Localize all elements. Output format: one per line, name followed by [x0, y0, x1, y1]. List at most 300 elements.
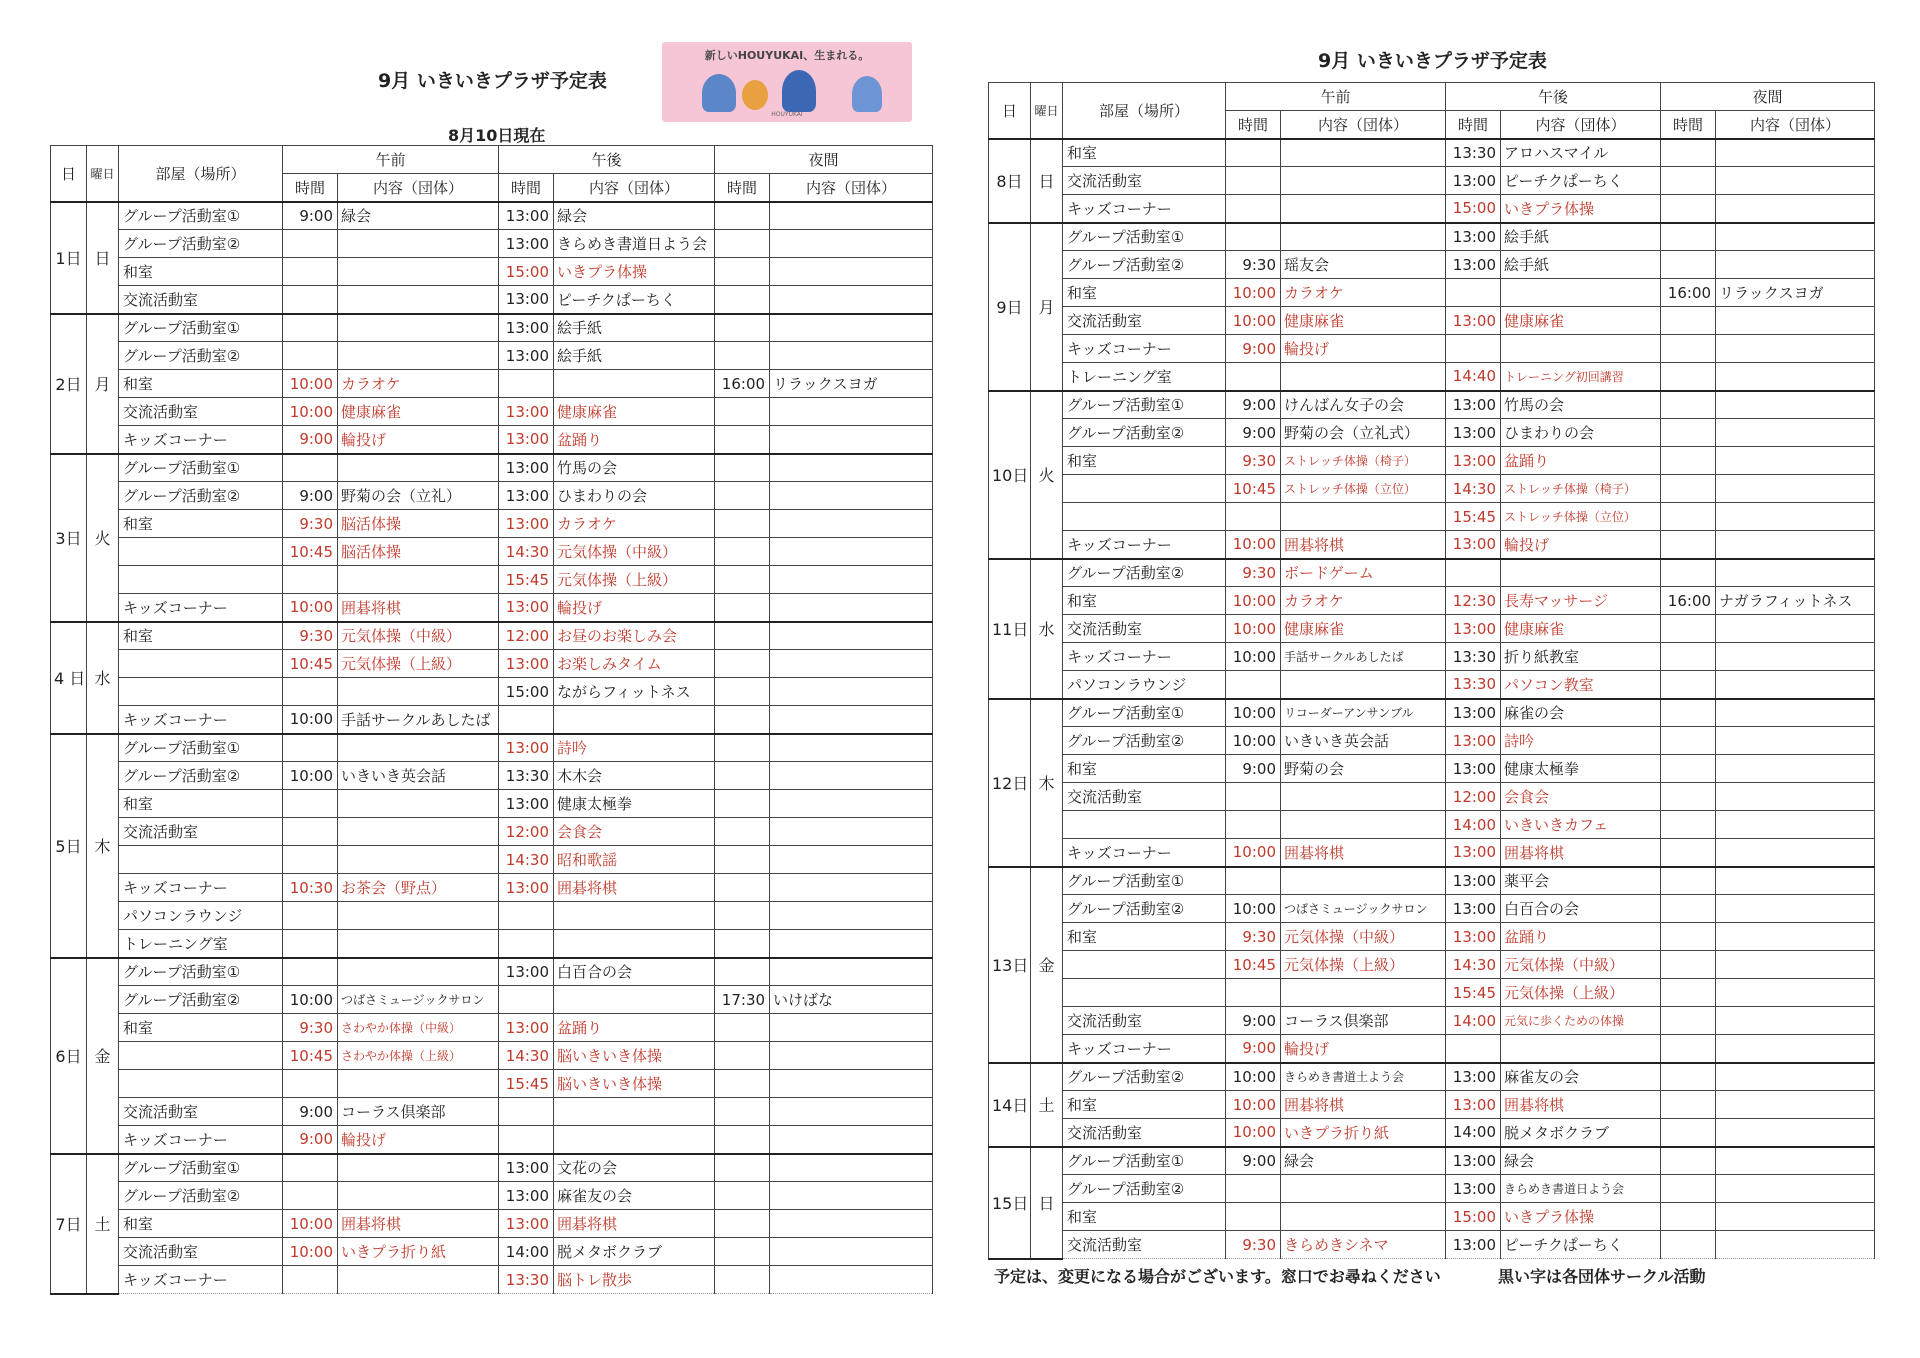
table-row: [51, 902, 933, 930]
pm-content-cell: 詩吟: [1501, 727, 1661, 755]
am-time-cell: [283, 902, 338, 930]
am-time-cell: [1226, 503, 1281, 531]
night-time-cell: [715, 398, 770, 426]
am-time-cell: [1226, 195, 1281, 223]
pm-time-cell: 12:00: [499, 622, 554, 650]
night-time-cell: [1661, 167, 1716, 195]
room-cell: 交流活動室: [1063, 1231, 1226, 1259]
am-content-cell: [338, 314, 499, 342]
change-notice: 予定は、変更になる場合がございます。窓口でお尋ねください: [994, 1267, 1441, 1286]
night-content-cell: [770, 930, 933, 958]
am-time-cell: [1226, 783, 1281, 811]
table-row: [989, 951, 1875, 979]
table-row: [51, 314, 933, 342]
night-time-cell: [715, 202, 770, 230]
am-time-cell: 10:00: [1226, 895, 1281, 923]
am-time-cell: [283, 846, 338, 874]
room-cell: グループ活動室①: [1063, 391, 1226, 419]
am-content-cell: いきプラ折り紙: [338, 1238, 499, 1266]
mascot-icon: [742, 80, 768, 110]
pm-content-cell: ピーチクぱーちく: [554, 286, 715, 314]
as-of-date: 8月10日現在: [448, 126, 546, 145]
am-time-cell: 10:00: [1226, 307, 1281, 335]
pm-time-cell: [1446, 559, 1501, 587]
am-content-cell: 脳活体操: [338, 510, 499, 538]
night-content-cell: [1716, 1119, 1875, 1147]
night-time-cell: [1661, 1203, 1716, 1231]
am-time-cell: 10:00: [1226, 615, 1281, 643]
am-content-cell: [338, 230, 499, 258]
pm-content-cell: 絵手紙: [1501, 223, 1661, 251]
am-content-cell: ストレッチ体操（立位）: [1281, 475, 1446, 503]
pm-content-cell: [1501, 335, 1661, 363]
room-cell: 和室: [1063, 139, 1226, 167]
pm-time-cell: 13:00: [499, 594, 554, 622]
pm-time-cell: 14:30: [499, 846, 554, 874]
table-row: [989, 447, 1875, 475]
am-time-cell: 9:00: [283, 202, 338, 230]
pm-content-cell: ピーチクぱーちく: [1501, 1231, 1661, 1259]
table-row: [51, 818, 933, 846]
am-content-cell: コーラス倶楽部: [1281, 1007, 1446, 1035]
night-content-cell: [1716, 1203, 1875, 1231]
pm-content-cell: 元気体操（上級）: [1501, 979, 1661, 1007]
night-content-cell: [1716, 503, 1875, 531]
night-content-cell: [770, 790, 933, 818]
night-time-cell: [1661, 755, 1716, 783]
am-time-cell: 10:00: [1226, 531, 1281, 559]
room-cell: グループ活動室①: [119, 202, 283, 230]
night-content-cell: [1716, 671, 1875, 699]
am-content-cell: 瑶友会: [1281, 251, 1446, 279]
night-time-cell: [1661, 475, 1716, 503]
am-content-cell: ボードゲーム: [1281, 559, 1446, 587]
room-cell: [119, 1070, 283, 1098]
am-content-cell: いきプラ折り紙: [1281, 1119, 1446, 1147]
am-time-cell: [283, 258, 338, 286]
pm-time-cell: 15:45: [499, 566, 554, 594]
table-row: [989, 1203, 1875, 1231]
night-time-cell: [1661, 923, 1716, 951]
pm-content-cell: ひまわりの会: [554, 482, 715, 510]
pm-content-cell: いきプラ体操: [1501, 1203, 1661, 1231]
pm-content-cell: 白百合の会: [1501, 895, 1661, 923]
am-time-cell: 10:00: [283, 594, 338, 622]
am-content-cell: いきいき英会話: [1281, 727, 1446, 755]
am-content-cell: [338, 258, 499, 286]
night-time-cell: [715, 762, 770, 790]
pm-content-cell: 文花の会: [554, 1154, 715, 1182]
room-cell: [1063, 475, 1226, 503]
night-time-cell: [715, 426, 770, 454]
night-content-cell: [1716, 195, 1875, 223]
am-content-cell: [338, 454, 499, 482]
pm-time-cell: [499, 930, 554, 958]
pm-time-cell: 14:00: [1446, 1007, 1501, 1035]
am-time-cell: 10:00: [283, 986, 338, 1014]
banner-small-text: HOUYUKAI: [771, 111, 803, 118]
night-time-cell: [1661, 811, 1716, 839]
table-row: [989, 391, 1875, 419]
room-cell: [119, 566, 283, 594]
pm-time-cell: 13:30: [1446, 643, 1501, 671]
pm-time-cell: 15:45: [1446, 503, 1501, 531]
night-time-cell: [1661, 1231, 1716, 1259]
night-time-cell: [715, 902, 770, 930]
night-content-cell: [1716, 419, 1875, 447]
pm-time-cell: 14:30: [1446, 475, 1501, 503]
night-time-cell: [715, 1182, 770, 1210]
am-content-cell: [1281, 811, 1446, 839]
mascot-icon: [852, 76, 882, 112]
am-time-cell: [283, 1266, 338, 1294]
mascot-icon: [702, 74, 736, 112]
am-content-cell: 健康麻雀: [338, 398, 499, 426]
pm-time-cell: 14:00: [1446, 811, 1501, 839]
left-schedule-table: [50, 145, 933, 1295]
table-row: [51, 930, 933, 958]
pm-content-cell: [554, 1126, 715, 1154]
pm-time-cell: 13:00: [499, 202, 554, 230]
am-content-cell: [1281, 979, 1446, 1007]
pm-time-cell: 13:00: [499, 958, 554, 986]
night-time-cell: [1661, 839, 1716, 867]
pm-time-cell: 13:00: [1446, 1147, 1501, 1175]
night-content-cell: [770, 1126, 933, 1154]
am-time-cell: 9:00: [283, 1098, 338, 1126]
pm-content-cell: 健康麻雀: [1501, 615, 1661, 643]
table-row: [51, 510, 933, 538]
night-time-cell: [1661, 335, 1716, 363]
right-schedule-table: [988, 82, 1875, 1260]
night-content-cell: [770, 734, 933, 762]
table-row: [51, 1266, 933, 1294]
night-time-cell: [1661, 1007, 1716, 1035]
room-cell: 交流活動室: [119, 286, 283, 314]
pm-content-cell: 麻雀友の会: [554, 1182, 715, 1210]
room-cell: 和室: [1063, 587, 1226, 615]
room-cell: [119, 650, 283, 678]
night-content-cell: リラックスヨガ: [770, 370, 933, 398]
night-time-cell: [1661, 783, 1716, 811]
night-time-cell: [1661, 1119, 1716, 1147]
day-cell: 3日: [51, 454, 87, 622]
night-content-cell: [770, 286, 933, 314]
room-cell: 交流活動室: [119, 398, 283, 426]
day-cell: 12日: [989, 699, 1031, 867]
room-cell: キッズコーナー: [119, 874, 283, 902]
night-time-cell: [1661, 1035, 1716, 1063]
pm-time-cell: 13:00: [1446, 167, 1501, 195]
room-cell: グループ活動室②: [119, 762, 283, 790]
pm-time-cell: 15:45: [499, 1070, 554, 1098]
am-time-cell: 10:00: [1226, 1091, 1281, 1119]
am-content-cell: さわやか体操（中級）: [338, 1014, 499, 1042]
pm-time-cell: 15:45: [1446, 979, 1501, 1007]
am-time-cell: 10:00: [1226, 727, 1281, 755]
room-cell: グループ活動室①: [119, 734, 283, 762]
table-row: [989, 671, 1875, 699]
night-time-cell: [1661, 447, 1716, 475]
night-time-cell: 16:00: [715, 370, 770, 398]
table-row: [989, 1147, 1875, 1175]
table-row: [51, 1154, 933, 1182]
pm-content-cell: 盆踊り: [554, 426, 715, 454]
right-schedule-body: [989, 139, 1875, 1259]
day-cell: 4 日: [51, 622, 87, 734]
night-time-cell: [715, 1070, 770, 1098]
header-pm: 午後: [1446, 83, 1661, 111]
am-content-cell: 手話サークルあしたば: [1281, 643, 1446, 671]
table-row: [989, 1007, 1875, 1035]
night-time-cell: 16:00: [1661, 279, 1716, 307]
room-cell: [119, 678, 283, 706]
room-cell: 和室: [1063, 1203, 1226, 1231]
am-content-cell: [1281, 503, 1446, 531]
am-content-cell: 元気体操（中級）: [338, 622, 499, 650]
pm-content-cell: 盆踊り: [1501, 923, 1661, 951]
night-time-cell: [715, 1210, 770, 1238]
table-row: [989, 503, 1875, 531]
am-content-cell: 輪投げ: [1281, 335, 1446, 363]
am-content-cell: カラオケ: [1281, 279, 1446, 307]
am-content-cell: 囲碁将棋: [1281, 839, 1446, 867]
night-content-cell: [770, 314, 933, 342]
night-content-cell: [1716, 363, 1875, 391]
room-cell: グループ活動室②: [1063, 419, 1226, 447]
am-time-cell: 10:00: [1226, 839, 1281, 867]
am-content-cell: 手話サークルあしたば: [338, 706, 499, 734]
pm-content-cell: きらめき書道日よう会: [1501, 1175, 1661, 1203]
night-time-cell: [1661, 895, 1716, 923]
table-row: [989, 419, 1875, 447]
pm-time-cell: 13:30: [1446, 139, 1501, 167]
night-time-cell: [1661, 251, 1716, 279]
night-content-cell: [770, 454, 933, 482]
pm-time-cell: [1446, 279, 1501, 307]
pm-content-cell: 麻雀友の会: [1501, 1063, 1661, 1091]
room-cell: 和室: [1063, 279, 1226, 307]
night-content-cell: [1716, 223, 1875, 251]
pm-time-cell: 13:00: [499, 426, 554, 454]
night-content-cell: [770, 1154, 933, 1182]
pm-time-cell: 13:00: [499, 1014, 554, 1042]
am-time-cell: [283, 1070, 338, 1098]
night-time-cell: [1661, 391, 1716, 419]
am-time-cell: 10:00: [283, 762, 338, 790]
night-content-cell: [770, 818, 933, 846]
am-time-cell: 9:00: [1226, 391, 1281, 419]
room-cell: 和室: [1063, 1091, 1226, 1119]
night-content-cell: [1716, 391, 1875, 419]
am-content-cell: [1281, 223, 1446, 251]
pm-content-cell: 会食会: [1501, 783, 1661, 811]
am-content-cell: [338, 846, 499, 874]
am-content-cell: 囲碁将棋: [1281, 1091, 1446, 1119]
room-cell: 和室: [119, 370, 283, 398]
table-row: [989, 1231, 1875, 1259]
pm-time-cell: 13:00: [1446, 391, 1501, 419]
weekday-cell: 金: [87, 958, 119, 1154]
night-content-cell: [1716, 251, 1875, 279]
pm-content-cell: 健康麻雀: [1501, 307, 1661, 335]
night-content-cell: [1716, 643, 1875, 671]
night-time-cell: [715, 706, 770, 734]
night-content-cell: [1716, 559, 1875, 587]
pm-content-cell: 盆踊り: [554, 1014, 715, 1042]
room-cell: グループ活動室①: [119, 314, 283, 342]
pm-time-cell: 13:00: [1446, 1091, 1501, 1119]
left-schedule-body: [51, 202, 933, 1294]
table-row: [51, 538, 933, 566]
am-content-cell: [1281, 1175, 1446, 1203]
night-content-cell: [770, 1238, 933, 1266]
table-row: [51, 1098, 933, 1126]
pm-content-cell: 健康太極拳: [1501, 755, 1661, 783]
am-content-cell: [338, 286, 499, 314]
night-time-cell: [1661, 139, 1716, 167]
pm-content-cell: いきプラ体操: [1501, 195, 1661, 223]
am-content-cell: [338, 930, 499, 958]
night-content-cell: [1716, 1175, 1875, 1203]
header-time: 時間: [1226, 111, 1281, 139]
day-cell: 9日: [989, 223, 1031, 391]
pm-time-cell: 13:00: [499, 230, 554, 258]
room-cell: グループ活動室①: [119, 454, 283, 482]
table-row: [51, 202, 933, 230]
night-time-cell: [715, 622, 770, 650]
pm-content-cell: 元気体操（上級）: [554, 566, 715, 594]
am-time-cell: [1226, 1203, 1281, 1231]
night-time-cell: [715, 594, 770, 622]
am-time-cell: [283, 1182, 338, 1210]
night-time-cell: [1661, 671, 1716, 699]
pm-content-cell: 元気体操（中級）: [554, 538, 715, 566]
am-content-cell: 囲碁将棋: [338, 1210, 499, 1238]
pm-time-cell: 13:30: [499, 1266, 554, 1294]
table-row: [51, 594, 933, 622]
pm-content-cell: 絵手紙: [554, 342, 715, 370]
room-cell: 交流活動室: [1063, 1119, 1226, 1147]
am-time-cell: [1226, 979, 1281, 1007]
night-content-cell: [770, 426, 933, 454]
table-row: [51, 1182, 933, 1210]
pm-content-cell: 輪投げ: [554, 594, 715, 622]
room-cell: グループ活動室②: [1063, 1063, 1226, 1091]
header-am: 午前: [1226, 83, 1446, 111]
table-row: [51, 1210, 933, 1238]
am-content-cell: 輪投げ: [1281, 1035, 1446, 1063]
pm-content-cell: アロハスマイル: [1501, 139, 1661, 167]
pm-content-cell: 脳いきいき体操: [554, 1042, 715, 1070]
pm-time-cell: 13:00: [1446, 923, 1501, 951]
night-time-cell: [1661, 1063, 1716, 1091]
am-content-cell: 元気体操（上級）: [338, 650, 499, 678]
pm-content-cell: [554, 902, 715, 930]
room-cell: グループ活動室①: [1063, 1147, 1226, 1175]
pm-time-cell: 15:00: [1446, 195, 1501, 223]
am-time-cell: 10:00: [1226, 587, 1281, 615]
table-row: [989, 531, 1875, 559]
room-cell: 和室: [119, 790, 283, 818]
am-content-cell: [1281, 671, 1446, 699]
am-time-cell: [1226, 671, 1281, 699]
night-content-cell: [770, 342, 933, 370]
room-cell: 交流活動室: [1063, 615, 1226, 643]
am-content-cell: いきいき英会話: [338, 762, 499, 790]
am-content-cell: 野菊の会: [1281, 755, 1446, 783]
table-row: [51, 342, 933, 370]
night-time-cell: [1661, 559, 1716, 587]
table-row: [51, 846, 933, 874]
pm-content-cell: 詩吟: [554, 734, 715, 762]
table-row: [51, 482, 933, 510]
room-cell: グループ活動室②: [119, 230, 283, 258]
pm-time-cell: 14:30: [499, 538, 554, 566]
pm-time-cell: 13:00: [1446, 755, 1501, 783]
pm-content-cell: 囲碁将棋: [1501, 839, 1661, 867]
night-time-cell: [715, 1014, 770, 1042]
table-row: [989, 559, 1875, 587]
pm-time-cell: 14:30: [499, 1042, 554, 1070]
pm-time-cell: [499, 986, 554, 1014]
pm-content-cell: 会食会: [554, 818, 715, 846]
weekday-cell: 土: [87, 1154, 119, 1294]
am-content-cell: [1281, 867, 1446, 895]
night-content-cell: [1716, 475, 1875, 503]
night-content-cell: [1716, 615, 1875, 643]
header-night: 夜間: [1661, 83, 1875, 111]
pm-time-cell: 13:00: [499, 510, 554, 538]
pm-content-cell: 折り紙教室: [1501, 643, 1661, 671]
night-time-cell: [715, 286, 770, 314]
night-content-cell: [1716, 1091, 1875, 1119]
night-content-cell: [1716, 727, 1875, 755]
night-content-cell: [770, 398, 933, 426]
legend-note: 黒い字は各団体サークル活動: [1498, 1267, 1706, 1286]
night-content-cell: [770, 1210, 933, 1238]
room-cell: グループ活動室②: [119, 986, 283, 1014]
night-time-cell: [715, 678, 770, 706]
pm-content-cell: 脳いきいき体操: [554, 1070, 715, 1098]
am-content-cell: [338, 902, 499, 930]
night-time-cell: 16:00: [1661, 587, 1716, 615]
room-cell: グループ活動室②: [119, 482, 283, 510]
pm-content-cell: 木木会: [554, 762, 715, 790]
night-time-cell: [1661, 951, 1716, 979]
pm-content-cell: 緑会: [554, 202, 715, 230]
night-time-cell: [1661, 419, 1716, 447]
night-content-cell: [770, 566, 933, 594]
room-cell: グループ活動室②: [1063, 251, 1226, 279]
pm-time-cell: 13:00: [1446, 251, 1501, 279]
pm-time-cell: 13:00: [1446, 447, 1501, 475]
table-row: [51, 622, 933, 650]
room-cell: グループ活動室②: [1063, 727, 1226, 755]
room-cell: 和室: [119, 258, 283, 286]
night-content-cell: [770, 706, 933, 734]
weekday-cell: 土: [1031, 1063, 1063, 1147]
night-time-cell: [715, 510, 770, 538]
pm-time-cell: 13:30: [499, 762, 554, 790]
pm-content-cell: 元気体操（中級）: [1501, 951, 1661, 979]
room-cell: キッズコーナー: [119, 594, 283, 622]
am-time-cell: 9:30: [1226, 923, 1281, 951]
night-content-cell: [770, 874, 933, 902]
night-time-cell: [715, 874, 770, 902]
room-cell: キッズコーナー: [1063, 1035, 1226, 1063]
am-time-cell: 9:30: [283, 622, 338, 650]
